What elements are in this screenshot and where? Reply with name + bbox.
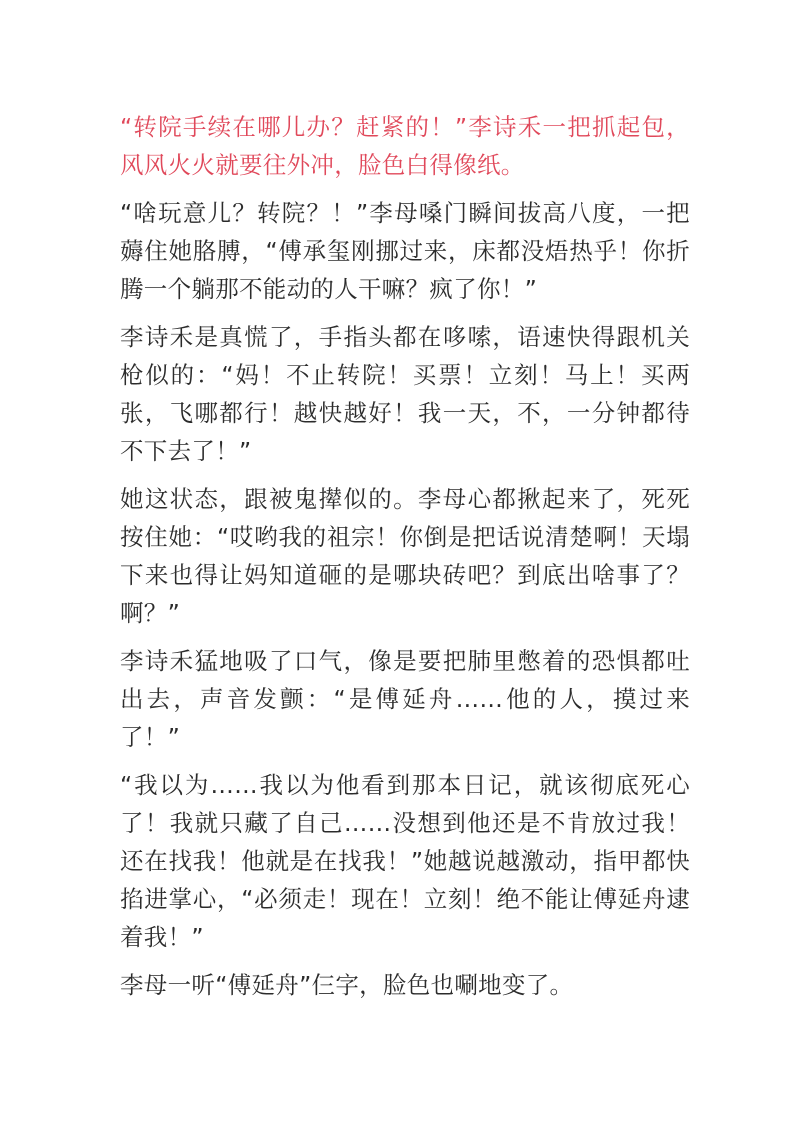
paragraph: 她这状态，跟被鬼撵似的。李母心都揪起来了，死死按住她：“哎哟我的祖宗！你倒是把话说清楚啊！天塌下来也得让妈知道砸的是哪块砖吧？到底出啥事了？啊？” [120,485,690,627]
paragraph: 李诗禾是真慌了，手指头都在哆嗦，语速快得跟机关枪似的：“妈！不止转院！买票！立刻！马上！买两张，飞哪都行！越快越好！我一天，不，一分钟都待不下去了！” [120,323,690,465]
paragraph: “啥玩意儿？转院？！”李母嗓门瞬间拔高八度，一把薅住她胳膊，“傅承玺刚挪过来，床都没焐热乎！你折腾一个躺那不能动的人干嘛？疯了你！” [120,199,690,303]
paragraph: 李母一听“傅延舟”仨字，脸色也唰地变了。 [120,971,574,999]
paragraph: 李诗禾猛地吸了口气，像是要把肺里憋着的恐惧都吐出去，声音发颤：“是傅延舟……他的人，摸过来了！” [120,647,690,751]
paragraph-highlight: “转院手续在哪儿办？赶紧的！”李诗禾一把抓起包，风风火火就要往外冲，脸色白得像纸。 [120,113,690,179]
article-body [120,108,690,1014]
paragraph: “我以为……我以为他看到那本日记，就该彻底死心了！我就只藏了自己……没想到他还是不肯放过我！还在找我！他就是在找我！”她越说越激动，指甲都快掐进掌心，“必须走！现在！立刻！绝不能让傅延舟逮着我！” [120,771,690,951]
